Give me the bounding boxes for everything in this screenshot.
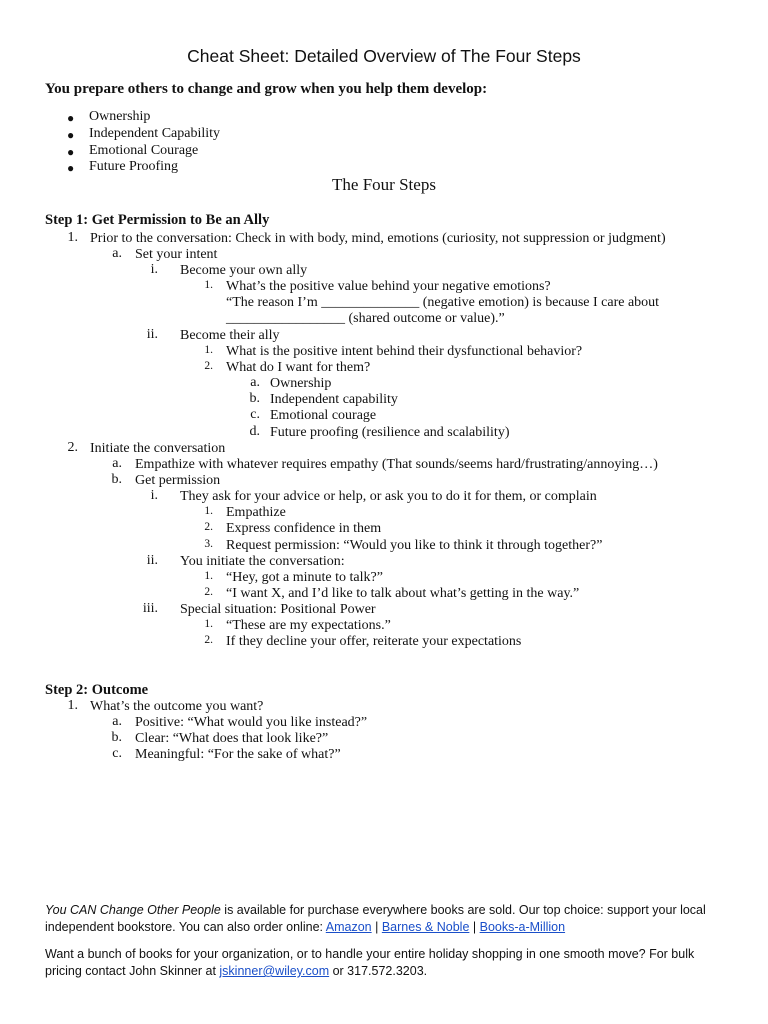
bullet-item bbox=[67, 126, 221, 142]
list-marker: iii. bbox=[142, 601, 158, 616]
list-item-continuation: “The reason I’m ______________ (negative emotion) is because I care about bbox=[226, 295, 660, 310]
list-marker: 2. bbox=[204, 521, 213, 533]
bullet-item bbox=[67, 143, 199, 159]
list-marker: 2. bbox=[67, 440, 78, 455]
list-marker: 1. bbox=[204, 344, 213, 356]
list-marker: 2. bbox=[204, 634, 213, 646]
list-item: Request permission: “Would you like to think it through together?” bbox=[226, 538, 603, 553]
list-item: Special situation: Positional Power bbox=[180, 602, 376, 617]
list-item: Initiate the conversation bbox=[90, 441, 226, 456]
list-marker: i. bbox=[150, 488, 158, 503]
list-marker: b. bbox=[249, 391, 260, 406]
list-marker: 1. bbox=[204, 618, 213, 630]
barnes-noble-link[interactable]: Barnes & Noble bbox=[381, 920, 470, 934]
amazon-link[interactable]: Amazon bbox=[325, 920, 372, 934]
step1-heading: Step 1: Get Permission to Be an Ally bbox=[45, 212, 270, 228]
list-item-continuation: _________________ (shared outcome or value).” bbox=[226, 311, 505, 326]
list-item: If they decline your offer, reiterate your expectations bbox=[226, 634, 522, 649]
list-marker: c. bbox=[112, 746, 122, 761]
bullet-dot-icon: ● bbox=[67, 128, 75, 142]
list-marker: i. bbox=[150, 262, 158, 277]
bullet-label: Ownership bbox=[89, 109, 151, 124]
books-a-million-link[interactable]: Books-a-Million bbox=[479, 920, 566, 934]
list-item: Get permission bbox=[135, 473, 221, 488]
list-item: Become their ally bbox=[180, 328, 280, 343]
list-marker: c. bbox=[250, 407, 260, 422]
list-item: Positive: “What would you like instead?” bbox=[135, 715, 368, 730]
list-marker: a. bbox=[112, 246, 122, 261]
list-item: “Hey, got a minute to talk?” bbox=[226, 570, 383, 585]
step2-heading: Step 2: Outcome bbox=[45, 682, 149, 698]
list-item: “These are my expectations.” bbox=[226, 618, 391, 633]
section-title: The Four Steps bbox=[332, 175, 436, 194]
bullet-dot-icon: ● bbox=[67, 145, 75, 159]
list-item: What’s the positive value behind your negative emotions? bbox=[226, 279, 551, 294]
link-separator: | bbox=[371, 920, 382, 934]
intro-text: You prepare others to change and grow when you help them develop: bbox=[45, 81, 488, 97]
list-item: Meaningful: “For the sake of what?” bbox=[135, 747, 341, 762]
book-title: You CAN Change Other People bbox=[45, 903, 221, 917]
page-title: Cheat Sheet: Detailed Overview of The Four Steps bbox=[187, 46, 581, 66]
list-item: Future proofing (resilience and scalability) bbox=[270, 425, 510, 440]
list-marker: d. bbox=[249, 424, 260, 439]
list-item: Clear: “What does that look like?” bbox=[135, 731, 329, 746]
email-link[interactable]: jskinner@wiley.com bbox=[219, 964, 330, 978]
list-item: Become your own ally bbox=[180, 263, 308, 278]
list-marker: b. bbox=[111, 730, 122, 745]
list-item: “I want X, and I’d like to talk about what’s getting in the way.” bbox=[226, 586, 580, 601]
bullet-label: Future Proofing bbox=[89, 159, 179, 174]
list-marker: a. bbox=[112, 456, 122, 471]
list-item: They ask for your advice or help, or ask you to do it for them, or complain bbox=[180, 489, 597, 504]
list-marker: 3. bbox=[204, 538, 213, 550]
list-marker: 1. bbox=[67, 230, 78, 245]
list-item: What do I want for them? bbox=[226, 360, 371, 375]
link-separator: | bbox=[469, 920, 480, 934]
list-item: Prior to the conversation: Check in with body, mind, emotions (curiosity, not suppression or judgment) bbox=[90, 231, 666, 246]
list-marker: 1. bbox=[204, 505, 213, 517]
list-item: Empathize with whatever requires empathy (That sounds/seems hard/frustrating/annoying…) bbox=[135, 457, 658, 472]
list-marker: b. bbox=[111, 472, 122, 487]
footer-text: or 317.572.3203. bbox=[329, 964, 428, 978]
list-item: Emotional courage bbox=[270, 408, 377, 423]
bullet-item bbox=[67, 109, 151, 125]
bullet-label: Independent Capability bbox=[89, 126, 221, 141]
list-item: Empathize bbox=[226, 505, 286, 520]
list-marker: 1. bbox=[204, 570, 213, 582]
footer-bulk-paragraph bbox=[45, 946, 725, 980]
footer-text: Want a bunch of books for your organization, or to handle your entire holiday shopping in one smooth move? For bulk pricing contact John Skinner at bbox=[45, 947, 695, 978]
list-item: What’s the outcome you want? bbox=[90, 699, 264, 714]
list-marker: 1. bbox=[67, 698, 78, 713]
list-item: Ownership bbox=[270, 376, 332, 391]
list-item: What is the positive intent behind their dysfunctional behavior? bbox=[226, 344, 583, 359]
footer-purchase-paragraph bbox=[45, 902, 725, 936]
bullet-dot-icon: ● bbox=[67, 161, 75, 175]
list-item: Set your intent bbox=[135, 247, 218, 262]
list-marker: 2. bbox=[204, 360, 213, 372]
list-marker: a. bbox=[112, 714, 122, 729]
list-item: Express confidence in them bbox=[226, 521, 382, 536]
list-marker: a. bbox=[250, 375, 260, 390]
list-marker: ii. bbox=[146, 327, 158, 342]
list-marker: ii. bbox=[146, 553, 158, 568]
list-item: You initiate the conversation: bbox=[180, 554, 345, 569]
bullet-label: Emotional Courage bbox=[89, 143, 199, 158]
list-marker: 2. bbox=[204, 586, 213, 598]
list-marker: 1. bbox=[204, 279, 213, 291]
bullet-dot-icon: ● bbox=[67, 111, 75, 125]
bullet-item bbox=[67, 159, 179, 175]
footer-text: is available for purchase everywhere books are sold. Our top choice: support your local independent bookstore. You can also order online: bbox=[45, 903, 706, 934]
list-item: Independent capability bbox=[270, 392, 398, 407]
